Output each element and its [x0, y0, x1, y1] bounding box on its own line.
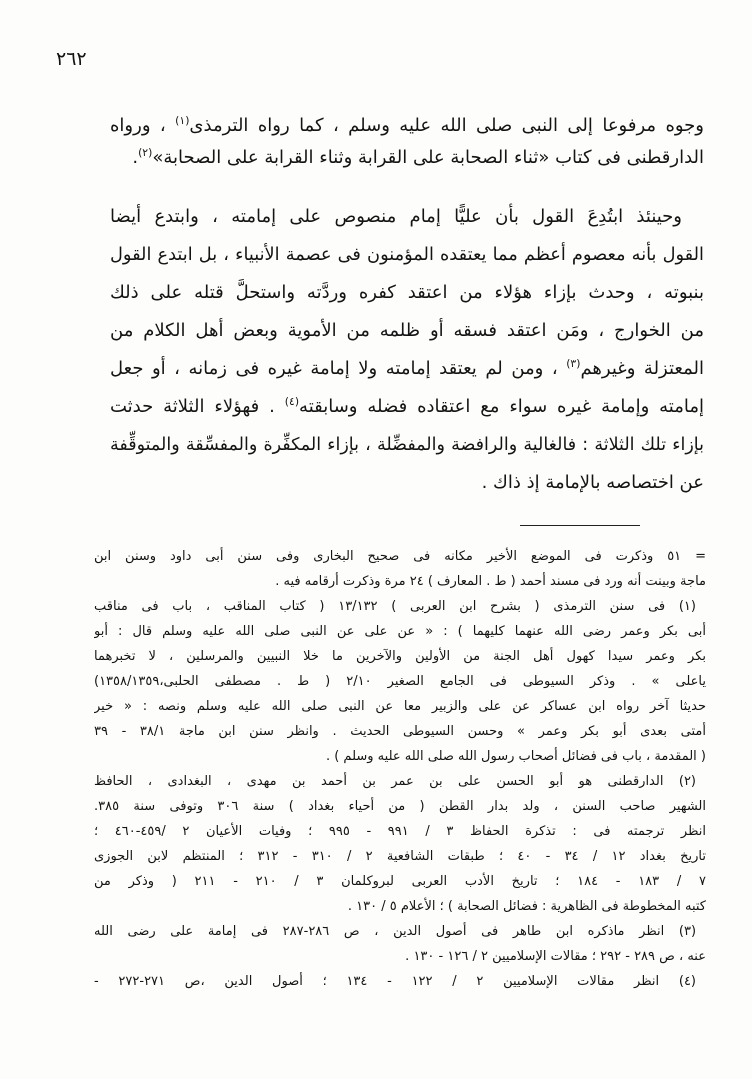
footnote-divider [520, 525, 640, 526]
footnote-line: (١) فى سنن الترمذى ( بشرح ابن العربى ) ١٣/١٣٢ ( كتاب المناقب ، باب فى مناقب [94, 599, 696, 614]
body-line: بإزاء تلك الثلاثة : فالغالية والرافضة والمفضِّلة ، بإزاء المكفِّرة والمفسِّقة والمتوقِّفة [110, 435, 704, 455]
body-text: إمامته وإمامة غيره سواء مع اعتقاده فضله وسابقته [299, 396, 704, 417]
footnote-ref: (٢) [138, 145, 153, 159]
body-text: المعتزلة وغيرهم [580, 358, 704, 379]
footnote-line: (٢) الدارقطنى هو أبو الحسن على بن عمر بن أحمد بن مهدى ، البغدادى ، الحافظ [94, 774, 696, 789]
body-line [110, 390, 704, 424]
footnote-line: (٣) انظر ماذكره ابن طاهر فى أصول الدين ، ص ٢٨٦-٢٨٧ فى إمامة على رضى الله [94, 924, 697, 939]
footnote-line: بكر وعمر سيدا كهول أهل الجنة من الأولين والآخرين ما خلا النبيين والمرسلين ، لا تخبرهما [94, 649, 706, 664]
footnote-line: حديثا آخر رواه ابن عساكر عن على والزبير معا عن النبى صلى الله عليه وسلم ونصه : « خير [94, 699, 706, 714]
body-text: ، ورواه [110, 115, 176, 136]
body-line [110, 141, 704, 175]
footnote-line: (٤) انظر مقالات الإسلاميين ٢ / ١٢٢ - ١٣٤ ؛ أصول الدين ،ص ٢٧١-٢٧٢ - [94, 974, 696, 989]
footnote-line: الشهير صاحب السنن ، ولد بدار القطن ( من أحياء بغداد ) سنة ٣٠٦ وتوفى سنة ٣٨٥. [94, 799, 706, 814]
body-text: ، ومن لم يعتقد إمامته ولا إمامة غيره فى زمانه ، أو جعل [110, 358, 567, 379]
footnote-ref: (١) [175, 113, 190, 127]
body-line: عن اختصاصه بالإمامة إذ ذاك . [481, 472, 704, 493]
body-text: . [132, 147, 139, 168]
body-line [110, 109, 704, 143]
body-text: وجوه مرفوعا إلى النبى صلى الله عليه وسلم ، كما رواه الترمذى [189, 115, 704, 136]
footnote-line: تاريخ بغداد ١٢ / ٣٤ - ٤٠ ؛ طبقات الشافعية ٢ / ٣١٠ - ٣١٢ ؛ المنتظم لابن الجوزى [94, 849, 706, 864]
body-line [110, 352, 704, 386]
footnote-line: انظر ترجمته فى : تذكرة الحفاظ ٣ / ٩٩١ - ٩٩٥ ؛ وفيات الأعيان ٢ /٤٥٩-٤٦٠ ؛ [94, 824, 706, 839]
body-text: الدارقطنى فى كتاب «ثناء الصحابة على القرابة وثناء القرابة على الصحابة» [152, 147, 704, 168]
body-line: القول بأنه معصوم أعظم مما يعتقده المؤمنون فى عصمة الأنبياء ، بل ابتدع القول [110, 245, 704, 265]
footnote-line: ٧ / ١٨٣ - ١٨٤ ؛ تاريخ الأدب العربى لبروكلمان ٣ / ٢١٠ - ٢١١ ( وذكر من [94, 874, 706, 889]
body-line: بنبوته ، وحدث بإزاء هؤلاء من اعتقد كفره وردَّته واستحلَّ قتله على ذلك [110, 282, 704, 303]
body-line: وحينئذ ابتُدِعَ القول بأن عليًّا إمام منصوص على إمامته ، وابتدع أيضا [110, 206, 682, 227]
body-text: . فهؤلاء الثلاثة حدثت [110, 396, 285, 417]
footnote-ref: (٤) [284, 394, 300, 408]
page-number: ٢٦٢ [56, 48, 87, 70]
footnote-line: أمتى بعدى أبو بكر وعمر » وحسن السيوطى الحديث . وانظر سنن ابن ماجة ٣٨/١ - ٣٩ [94, 724, 706, 739]
footnote-line: أبى بكر وعمر رضى الله عنهما كليهما ) : « عن على عن النبى صلى الله عليه وسلم قال : أبو [94, 624, 706, 639]
footnote-line: = ٥١ وذكرت فى الموضع الأخير مكانه فى صحيح البخارى وفى سنن أبى داود وسنن ابن [94, 549, 706, 564]
body-line: من الخوارج ، ومَن اعتقد فسقه أو ظلمه من الأموية وبعض أهل الكلام من [110, 320, 704, 341]
footnote-line: ياعلى » . وذكر السيوطى فى الجامع الصغير ٢/١٠ ( ط . مصطفى الحلبى،١٣٥٨/١٣٥٩) [94, 674, 706, 689]
footnote-line: عنه ، ص ٢٨٩ - ٢٩٢ ؛ مقالات الإسلاميين ٢ / ١٢٦ - ١٣٠ . [405, 949, 706, 964]
footnote-line: ماجة وبينت أنه ورد فى مسند أحمد ( ط . المعارف ) ٢٤ مرة وذكرت أرقامه فيه . [275, 574, 706, 589]
footnote-ref: (٣) [566, 356, 581, 370]
footnote-line: كتبه المخطوطة فى الظاهرية : فضائل الصحابة ) ؛ الأعلام ٥ / ١٣٠ . [347, 899, 706, 914]
footnote-line: ( المقدمة ، باب فى فضائل أصحاب رسول الله صلى الله عليه وسلم ) . [325, 749, 706, 764]
